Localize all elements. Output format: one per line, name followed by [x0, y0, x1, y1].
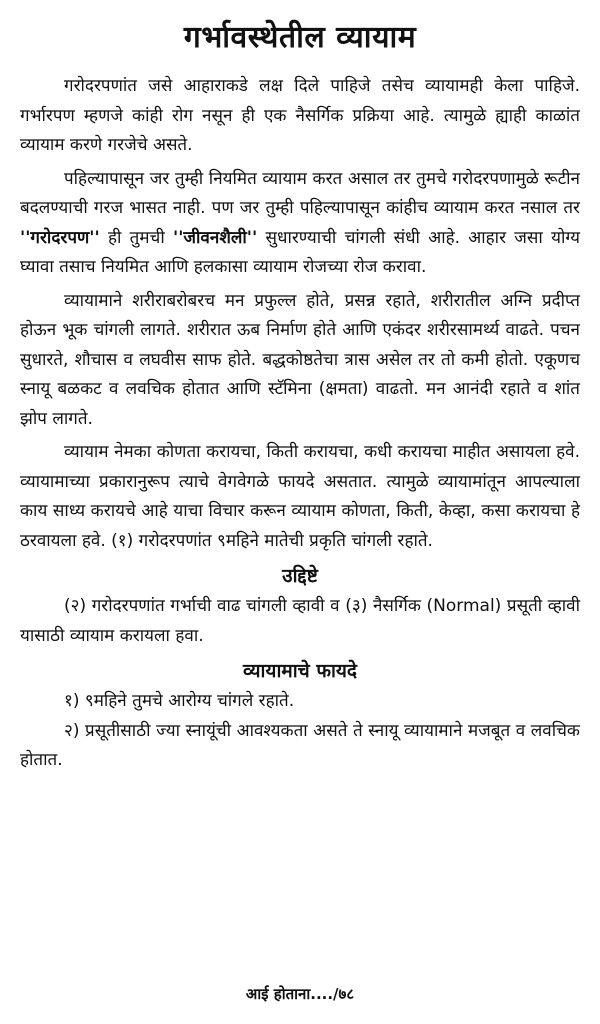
paragraph-planning: व्यायाम नेमका कोणता करायचा, किती करायचा, कधी करायचा माहीत असायला हवे. व्यायामाच्या प्रकारानुरूप त्याचे वेगवेगळे फायदे असतात. त्यामुळे व्यायामांतून आपल्याला काय साध्य करायचे आहे याचा विचार करून व्यायाम कोणता, किती, केव्हा, कसा करायचा हे ठरवायला हवे. (१) गरोदरपणांत ९महिने मातेची प्रकृति चांगली रहाते.	[20, 442, 580, 551]
term-pregnancy: ''गरोदरपण''	[20, 227, 100, 248]
benefit-item-1: १) ९महिने तुमचे आरोग्य चांगले रहाते.	[64, 691, 295, 711]
page-title: गर्भावस्थेतील व्यायाम	[183, 20, 417, 55]
paragraph-routine-text-e: सुधारण्याची चांगली संधी आहे. आहार जसा योग्य घ्यावा तसाच नियमित आणि हलकासा व्यायाम रोजच्या रोज करावा.	[20, 227, 580, 277]
paragraph-routine	[20, 165, 580, 283]
paragraph-intro: गरोदरपणांत जसे आहाराकडे लक्ष दिले पाहिजे तसेच व्यायामही केला पाहिजे. गर्भारपण म्हणजे कांही रोग नसून ही एक नैसर्गिक प्रक्रिया आहे. त्यामुळे ह्याही काळांत व्यायाम करणे गरजेचे असते.	[20, 76, 580, 155]
paragraph-objectives: (२) गरोदरपणांत गर्भाची वाढ चांगली व्हावी व (३) नैसर्गिक (Normal) प्रसूती व्हावी यासाठी व्यायाम करायला हवा.	[20, 596, 580, 646]
heading-benefits: व्यायामाचे फायदे	[242, 660, 358, 682]
term-lifestyle: ''जीवनशैली''	[173, 227, 258, 248]
paragraph-routine-text-c: ही तुमची	[99, 227, 173, 248]
page-footer: आई होताना..../७८	[245, 985, 355, 1003]
benefit-item-2: २) प्रसूतीसाठी ज्या स्नायूंची आवश्यकता असते ते स्नायू व्यायामाने मजबूत व लवचिक होतात.	[20, 720, 580, 770]
paragraph-routine-text-a: पहिल्यापासून जर तुम्ही नियमित व्यायाम करत असाल तर तुमचे गरोदरपणामुळे रूटीन बदलण्याची गरज भासत नाही. पण जर तुम्ही पहिल्यापासून कांहीच व्यायाम करत नसाल तर	[20, 168, 580, 218]
paragraph-effects: व्यायामाने शरीराबरोबरच मन प्रफुल्ल होते, प्रसन्न रहाते, शरीरातील अग्नि प्रदीप्त होऊन भूक चांगली लागते. शरीरात ऊब निर्माण होते आणि एकंदर शरीरसामर्थ्य वाढते. पचन सुधारते, शौचास व लघवीस साफ होते. बद्धकोष्ठतेचा त्रास असेल तर तो कमी होतो. एकूणच स्नायू बळकट व लवचिक होतात आणि स्टॅमिना (क्षमता) वाढतो. मन आनंदी रहाते व शांत झोप लागते.	[20, 290, 580, 429]
heading-objectives: उद्दिष्टे	[282, 565, 318, 587]
